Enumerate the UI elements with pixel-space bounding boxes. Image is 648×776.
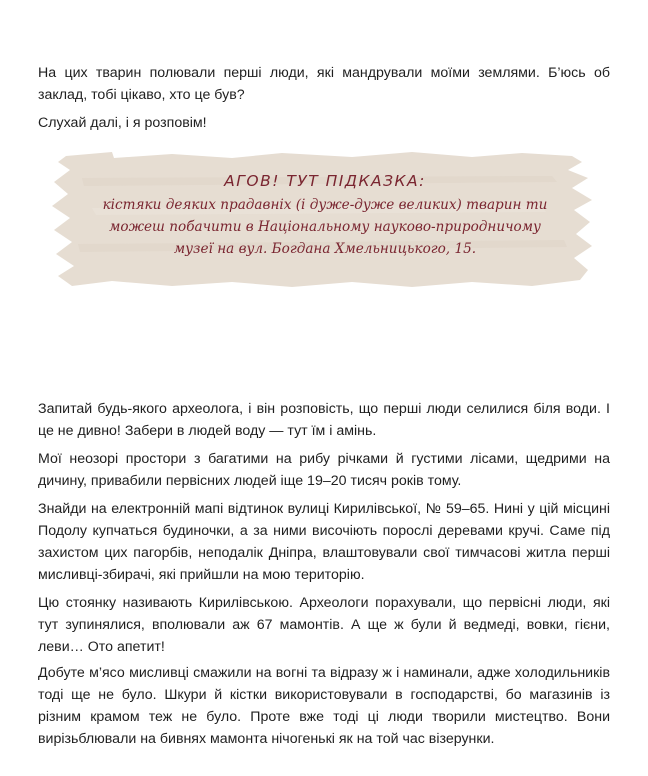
- hint-title: АГОВ! ТУТ ПІДКАЗКА:: [224, 172, 426, 190]
- hint-callout: [52, 148, 598, 290]
- body-paragraph: Цю стоянку називають Кирилівською. Археологи порахували, що первісні люди, які тут зупинялися, вполювали аж 67 мамонтів. А ще ж були й ведмеді, вовки, гієни, леви… Ото апетит!: [38, 595, 610, 655]
- body-paragraph: Запитай будь-якого археолога, і він розповість, що перші люди селилися біля води. І це не дивно! Забери в людей воду — тут їм і амінь.: [38, 401, 610, 439]
- hint-text: кістяки деяких прадавніх (і дуже-дуже великих) тварин ти можеш побачити в Національному науково-природничому музеї на вул. Богдана Хмельницького, 15.: [102, 197, 548, 257]
- body-paragraph: На цих тварин полювали перші люди, які мандрували моїми землями. Б’юсь об заклад, тобі цікаво, хто це був?: [38, 65, 610, 103]
- body-paragraph: Знайди на електронній мапі відтинок вулиці Кирилівської, № 59–65. Нині у цій місцині Подолу купчаться будиночки, а за ними височіють порослі деревами кручі. Саме під захистом цих пагорбів, неподалік Дніпра, влаштовували свої тимчасові житла перші мисливці-збирачі, які прийшли на мою територію.: [38, 501, 610, 583]
- body-paragraph: Мої неозорі простори з багатими на рибу річками й густими лісами, щедрими на дичину, привабили первісних людей іще 19–20 тисяч років тому.: [38, 451, 610, 489]
- hint-content: [92, 172, 558, 260]
- body-paragraph: Добуте м’ясо мисливці смажили на вогні та відразу ж і наминали, адже холодильників тоді ще не було. Шкури й кістки використовували в господарстві, бо магазинів із різним крамом теж не було. Проте вже тоді ці люди творили мистецтво. Вони вирізьблювали на бивнях мамонта нічогенькі як на той час візерунки.: [38, 665, 610, 747]
- body-paragraph: Слухай далі, і я розповім!: [38, 115, 207, 131]
